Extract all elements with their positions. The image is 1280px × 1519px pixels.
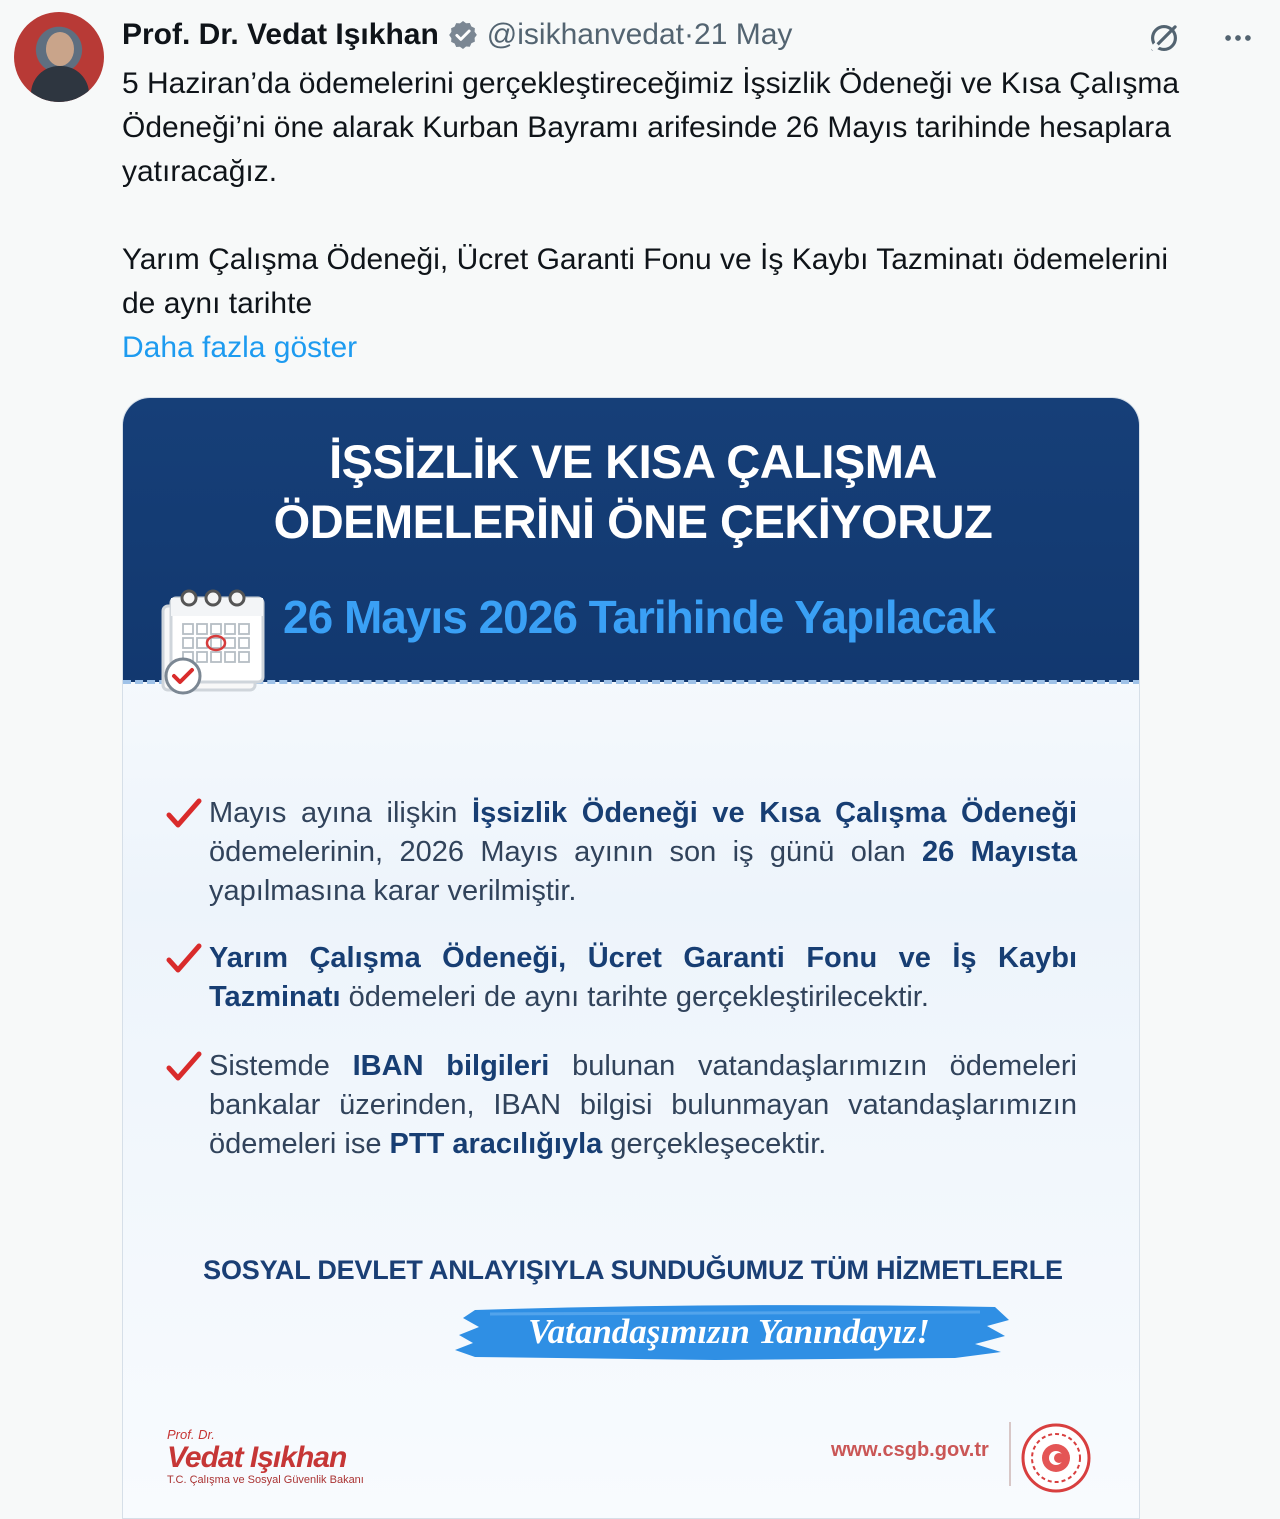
tweet-text xyxy=(122,62,1192,326)
website-text: www.csgb.gov.tr xyxy=(831,1439,989,1461)
more-options-icon[interactable] xyxy=(1218,18,1258,58)
checkmark-icon xyxy=(165,941,203,979)
bullet-1 xyxy=(165,794,1079,914)
headline-line-2: ÖDEMELERİNİ ÖNE ÇEKİYORUZ xyxy=(273,495,993,548)
bullet-3 xyxy=(165,1047,1079,1167)
tweet-actions xyxy=(1144,18,1258,58)
tweet-paragraph-2: Yarım Çalışma Ödeneği, Ücret Garanti Fonu ve İş Kaybı Tazminatı ödemelerini de aynı tarihte xyxy=(122,243,1169,320)
tweet-paragraph-1: 5 Haziran’da ödemelerini gerçekleştireceğimiz İşsizlik Ödeneği ve Kısa Çalışma Ödeneği’ni öne alarak Kurban Bayramı arifesinde 26 Mayıs tarihinde hesaplara yatıracağız. xyxy=(122,67,1180,188)
bullet-2-text xyxy=(209,939,1077,1017)
tweet-date[interactable]: 21 May xyxy=(694,18,793,51)
author-handle[interactable]: @isikhanvedat xyxy=(486,18,685,51)
bullet-1-text xyxy=(209,794,1077,911)
bullet-3-middle: bulunan vatandaşlarımızın ödemeleri bankalar üzerinden, IBAN bilgisi bulunmayan vatandaşlarımızın ödemeleri ise xyxy=(209,1050,1077,1160)
signature-title: T.C. Çalışma ve Sosyal Güvenlik Bakanı xyxy=(167,1474,364,1486)
slogan: Vatandaşımızın Yanındayız! xyxy=(528,1312,930,1351)
date-separator: · xyxy=(684,18,695,51)
closing-line: SOSYAL DEVLET ANLAYIŞIYLA SUNDUĞUMUZ TÜM HİZMETLERLE xyxy=(203,1255,1063,1285)
ellipsis-icon xyxy=(1221,21,1255,55)
footer-divider xyxy=(1009,1422,1011,1486)
signature-logo xyxy=(167,1427,364,1486)
tweet-header xyxy=(122,14,792,56)
bullet-3-text xyxy=(209,1047,1077,1164)
grok-symbol-icon xyxy=(1145,19,1183,57)
grok-icon[interactable] xyxy=(1144,18,1184,58)
bullet-2-after: ödemeleri de aynı tarihte gerçekleştirilecektir. xyxy=(340,981,929,1013)
calendar-icon xyxy=(145,580,273,704)
bullet-1-bold-2: 26 Mayısta xyxy=(921,836,1077,868)
bullet-3-bold-1: IBAN bilgileri xyxy=(352,1050,550,1082)
headline-line-1: İŞSİZLİK VE KISA ÇALIŞMA xyxy=(329,435,937,488)
bullet-1-after: yapılmasına karar verilmiştir. xyxy=(209,875,577,907)
avatar-suit xyxy=(31,66,89,102)
tweet-image-card[interactable] xyxy=(122,397,1140,1519)
avatar-face xyxy=(46,32,74,66)
checkmark-icon xyxy=(165,1049,203,1087)
bullet-3-after: gerçekleşecektir. xyxy=(602,1128,827,1160)
signature-name: Vedat Işıkhan xyxy=(167,1441,347,1474)
headline xyxy=(183,432,1083,552)
author-name[interactable]: Prof. Dr. Vedat Işıkhan xyxy=(122,18,439,51)
dashed-divider xyxy=(123,680,1140,684)
date-subline: 26 Mayıs 2026 Tarihinde Yapılacak xyxy=(283,591,995,643)
paragraph-gap xyxy=(122,194,1192,238)
checkmark-icon xyxy=(165,796,203,834)
bullet-3-bold-2: PTT aracılığıyla xyxy=(389,1128,603,1160)
signature-prefix: Prof. Dr. xyxy=(167,1427,215,1442)
bullet-1-middle: ödemelerinin, 2026 Mayıs ayının son iş günü olan xyxy=(209,836,922,868)
bullet-1-bold-1: İşsizlik Ödeneği ve Kısa Çalışma Ödeneği xyxy=(472,797,1078,829)
bullet-1-before: Mayıs ayına ilişkin xyxy=(209,797,473,829)
author-avatar[interactable] xyxy=(14,12,104,102)
bullet-2-bold: Yarım Çalışma Ödeneği, Ücret Garanti Fonu ve İş Kaybı Tazminatı xyxy=(209,942,1077,1013)
show-more-link[interactable]: Daha fazla göster xyxy=(122,331,358,364)
ministry-seal-icon xyxy=(1019,1421,1093,1495)
bullet-3-before: Sistemde xyxy=(209,1050,353,1082)
bullet-2 xyxy=(165,939,1079,1023)
verified-badge-icon xyxy=(447,19,479,51)
